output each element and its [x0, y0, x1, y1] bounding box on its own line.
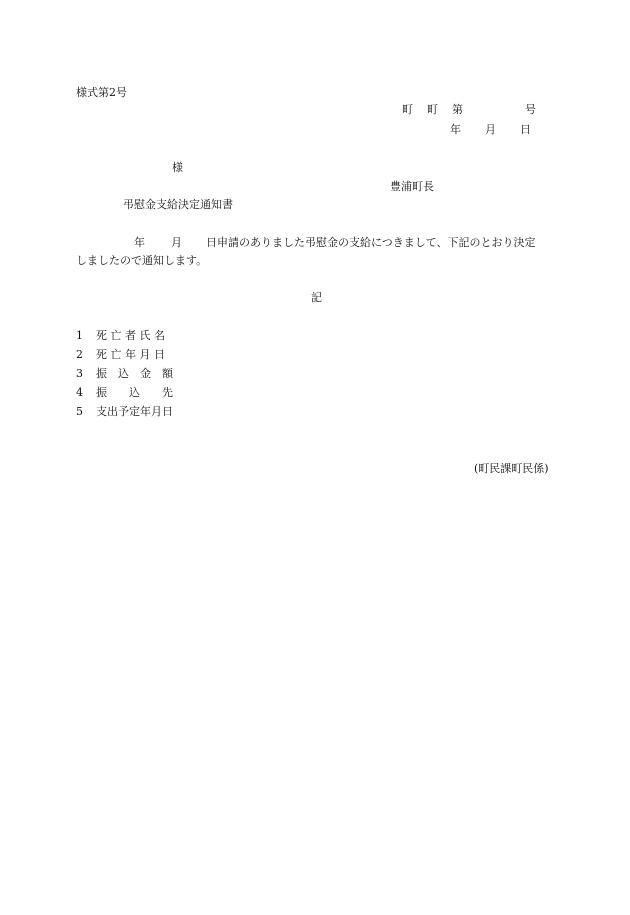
- item-label: 振 込 金 額: [96, 367, 173, 380]
- item-label: 振 込 先: [96, 386, 173, 399]
- body-month: 月: [171, 236, 182, 249]
- form-number: 様式第2号: [76, 86, 127, 99]
- item-label: 死 亡 者 氏 名: [96, 329, 165, 342]
- reference-number: [402, 104, 536, 115]
- body-year: 年: [134, 236, 145, 249]
- body-paragraph: [76, 234, 562, 270]
- item-number: 5: [76, 405, 83, 418]
- footer-note: (町民課町民係): [474, 462, 549, 475]
- list-item: [76, 406, 173, 425]
- item-number: 2: [76, 348, 83, 361]
- ref-dai: 第: [452, 103, 463, 116]
- list-item: [76, 368, 173, 387]
- body-line-2: しましたので通知します。: [76, 254, 208, 267]
- item-number: 1: [76, 329, 83, 342]
- document-title: 弔慰金支給決定通知書: [123, 198, 233, 211]
- list-item: [76, 349, 173, 368]
- item-label: 死 亡 年 月 日: [96, 348, 165, 361]
- header-date: [450, 124, 531, 135]
- header-date-year: 年: [450, 123, 461, 136]
- item-number: 4: [76, 386, 83, 399]
- list-item: [76, 330, 173, 349]
- list-item: [76, 387, 173, 406]
- ref-go: 号: [525, 103, 536, 116]
- ref-town-2: 町: [427, 103, 438, 116]
- ref-town: 町: [402, 103, 413, 116]
- header-date-day: 日: [520, 123, 531, 136]
- items-list: [76, 330, 173, 425]
- header-date-month: 月: [485, 123, 496, 136]
- item-label: 支出予定年月日: [96, 405, 173, 418]
- addressee-suffix: 様: [172, 161, 183, 174]
- ki-heading: 記: [311, 291, 322, 304]
- body-line-1: [76, 234, 562, 252]
- body-text-1: 日申請のありました弔慰金の支給につきまして、下記のとおり決定: [206, 236, 536, 249]
- item-number: 3: [76, 367, 83, 380]
- issuer: 豊浦町長: [390, 180, 434, 193]
